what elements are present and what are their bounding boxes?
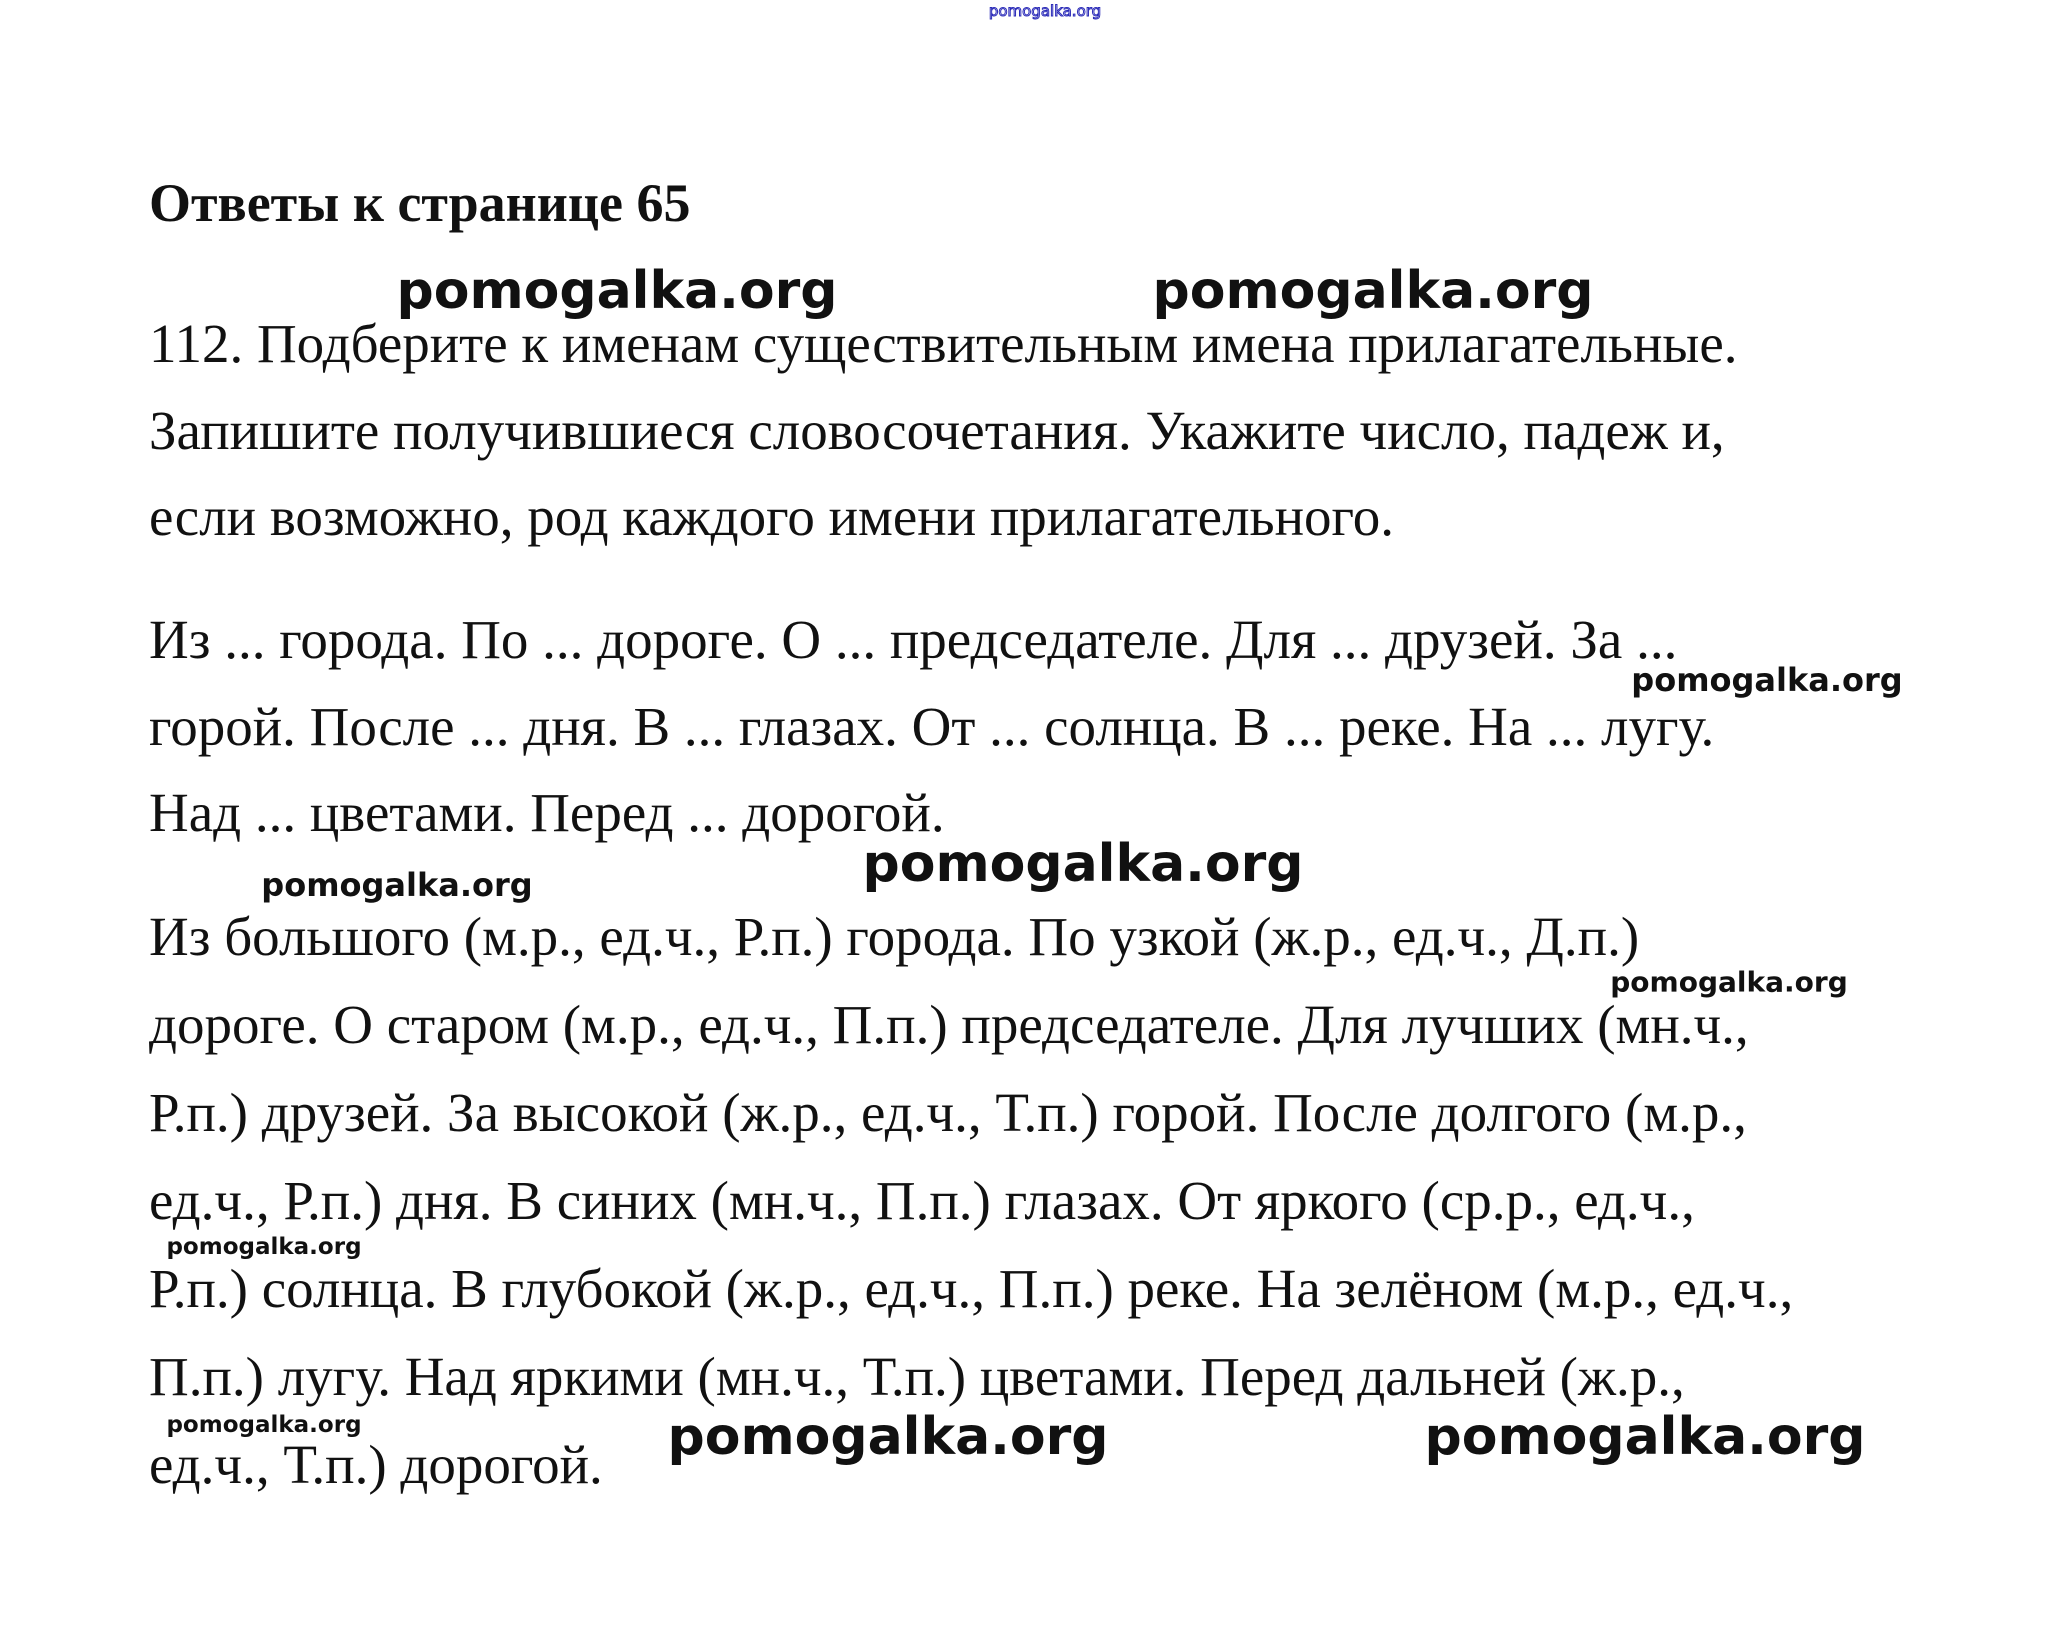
exercise-line: горой. После ... дня. В ... глазах. От ... солнца. В ... реке. На ... лугу. — [149, 696, 1715, 757]
page-title: Ответы к странице 65 — [149, 173, 691, 233]
answer-line: ед.ч., Т.п.) дорогой. — [149, 1434, 603, 1495]
answer-line: Из большого (м.р., ед.ч., Р.п.) города. По узкой (ж.р., ед.ч., Д.п.) — [149, 906, 1640, 967]
watermark: pomogalka.org — [396, 261, 838, 321]
answer-line: Р.п.) друзей. За высокой (ж.р., ед.ч., Т.п.) горой. После долгого (м.р., — [149, 1082, 1747, 1143]
watermark: pomogalka.org — [1631, 661, 1903, 699]
task-line: если возможно, род каждого имени прилагательного. — [149, 486, 1394, 547]
watermark: pomogalka.org — [1152, 261, 1594, 321]
task-line: 112. Подберите к именам существительным имена прилагательные. — [149, 313, 1738, 374]
watermark: pomogalka.org — [166, 1234, 362, 1260]
watermark: pomogalka.org — [166, 1412, 362, 1438]
watermark: pomogalka.org — [1424, 1407, 1866, 1467]
answer-line: ед.ч., Р.п.) дня. В синих (мн.ч., П.п.) глазах. От яркого (ср.р., ед.ч., — [149, 1170, 1695, 1231]
watermark: pomogalka.org — [667, 1407, 1109, 1467]
watermark: pomogalka.org — [862, 834, 1304, 894]
answer-line: дороге. О старом (м.р., ед.ч., П.п.) председателе. Для лучших (мн.ч., — [149, 994, 1749, 1055]
watermark: pomogalka.org — [261, 866, 533, 904]
exercise-line: Над ... цветами. Перед ... дорогой. — [149, 782, 945, 843]
exercise-line: Из ... города. По ... дороге. О ... председателе. Для ... друзей. За ... — [149, 609, 1678, 670]
task-line: Запишите получившиеся словосочетания. Укажите число, падеж и, — [149, 400, 1725, 461]
answer-line: Р.п.) солнца. В глубокой (ж.р., ед.ч., П.п.) реке. На зелёном (м.р., ед.ч., — [149, 1258, 1794, 1319]
watermark-top-link[interactable]: pomogalka.org — [988, 2, 1102, 20]
watermark: pomogalka.org — [1610, 965, 1848, 999]
answer-line: П.п.) лугу. Над яркими (мн.ч., Т.п.) цветами. Перед дальней (ж.р., — [149, 1346, 1685, 1407]
